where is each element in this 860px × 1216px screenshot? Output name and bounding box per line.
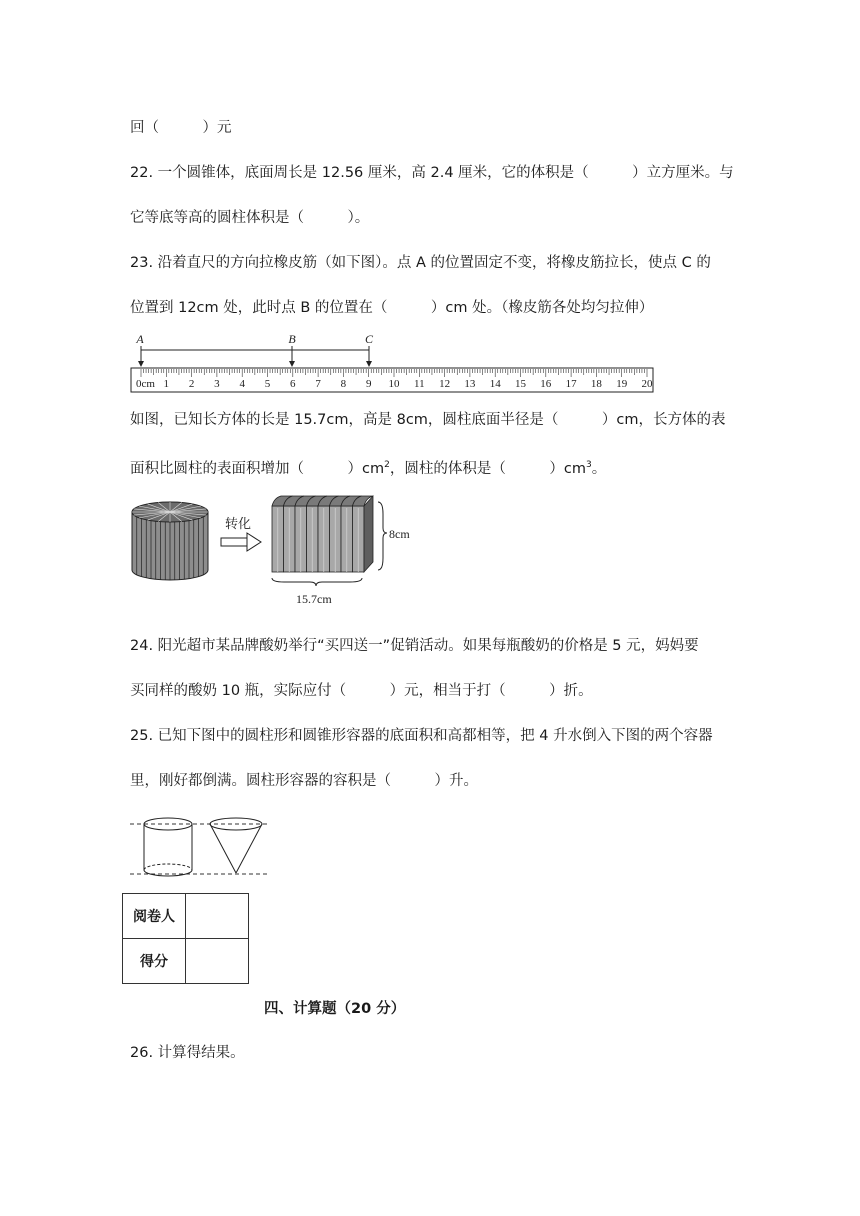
- ruler-tick-label: 20: [641, 378, 653, 390]
- length-label: 15.7cm: [296, 592, 332, 606]
- cuboid-shape: [272, 496, 373, 572]
- cylinder-shape: [132, 502, 208, 580]
- height-label: 8cm: [389, 527, 410, 541]
- text-line: 位置到 12cm 处，此时点 B 的位置在（ ）cm 处。（橡皮筋各处均匀拉伸）: [130, 300, 654, 316]
- score-label: 得分: [123, 939, 186, 984]
- question-22: 22. 一个圆锥体，底面周长是 12.56 厘米，高 2.4 厘米，它的体积是（ ）立方厘米。与: [130, 165, 734, 181]
- line-part: ，圆柱的体积是（ ）cm: [389, 461, 586, 477]
- ruler-tick-label: 15: [515, 378, 526, 390]
- ruler-figure: [128, 330, 658, 396]
- text-line: 里，刚好都倒满。圆柱形容器的容积是（ ）升。: [130, 773, 478, 789]
- ruler-tick-label: 14: [489, 378, 501, 390]
- text-line: 买同样的酸奶 10 瓶，实际应付（ ）元，相当于打（ ）折。: [130, 683, 593, 699]
- line-part: 面积比圆柱的表面积增加（ ）cm: [130, 461, 385, 477]
- ruler-tick-label: 7: [315, 378, 321, 390]
- ruler-ticks: [141, 369, 647, 377]
- ruler-tick-label: 10: [388, 378, 400, 390]
- point-a-label: A: [136, 332, 144, 346]
- point-c-label: C: [364, 332, 374, 346]
- ruler-tick-label: 1: [163, 378, 170, 390]
- question-24: 24. 阳光超市某品牌酸奶举行“买四送一”促销活动。如果每瓶酸奶的价格是 5 元，妈妈要: [130, 638, 699, 654]
- ruler-tick-label: 16: [540, 378, 552, 390]
- ruler-tick-label: 9: [365, 378, 372, 390]
- grading-table: [122, 893, 249, 984]
- text-line: 回（ ）元: [130, 120, 232, 136]
- score-cell[interactable]: [186, 939, 249, 984]
- containers-figure: [128, 812, 273, 880]
- ruler-tick-label: 3: [214, 378, 220, 390]
- superscript-3: 3: [585, 460, 592, 470]
- grader-label: 阅卷人: [123, 894, 186, 939]
- cylinder-container: [144, 818, 192, 876]
- line-part: 。: [591, 461, 607, 477]
- convert-label: 转化: [225, 517, 252, 532]
- ruler-labels: [136, 378, 653, 390]
- ruler-tick-label: 11: [414, 378, 425, 390]
- ruler-tick-label: 4: [239, 378, 245, 390]
- ruler-tick-label: 0cm: [136, 378, 155, 390]
- text-line: 它等底等高的圆柱体积是（ ）。: [130, 210, 370, 226]
- ruler-tick-label: 13: [464, 378, 476, 390]
- length-brace: [272, 578, 362, 586]
- cylinder-cuboid-figure: [128, 490, 428, 608]
- question-cylinder: 如图，已知长方体的长是 15.7cm，高是 8cm，圆柱底面半径是（ ）cm，长方体的表: [130, 412, 726, 428]
- rubber-band: [141, 346, 369, 364]
- ruler-tick-label: 8: [340, 378, 347, 390]
- point-b-label: B: [288, 332, 296, 346]
- superscript-2: 2: [384, 460, 390, 470]
- ruler-tick-label: 17: [565, 378, 577, 390]
- text-line: [130, 455, 606, 479]
- ruler-tick-label: 18: [590, 378, 602, 390]
- ruler-tick-label: 12: [439, 378, 451, 390]
- ruler-tick-label: 5: [264, 378, 271, 390]
- ruler-tick-label: 19: [616, 378, 628, 390]
- grader-cell[interactable]: [186, 894, 249, 939]
- arrow-icon: [221, 533, 261, 551]
- section-title: 四、计算题（20 分）: [264, 1001, 406, 1017]
- ruler-tick-label: 2: [188, 378, 195, 390]
- ruler-tick-label: 6: [290, 378, 296, 390]
- cone-container: [210, 818, 262, 873]
- question-26: 26. 计算得结果。: [130, 1045, 245, 1061]
- arrow-heads: [138, 361, 372, 367]
- question-25: 25. 已知下图中的圆柱形和圆锥形容器的底面积和高都相等，把 4 升水倒入下图的两个容器: [130, 728, 713, 744]
- height-brace: [378, 502, 387, 570]
- question-23: 23. 沿着直尺的方向拉橡皮筋（如下图）。点 A 的位置固定不变，将橡皮筋拉长，使点 C 的: [130, 255, 711, 271]
